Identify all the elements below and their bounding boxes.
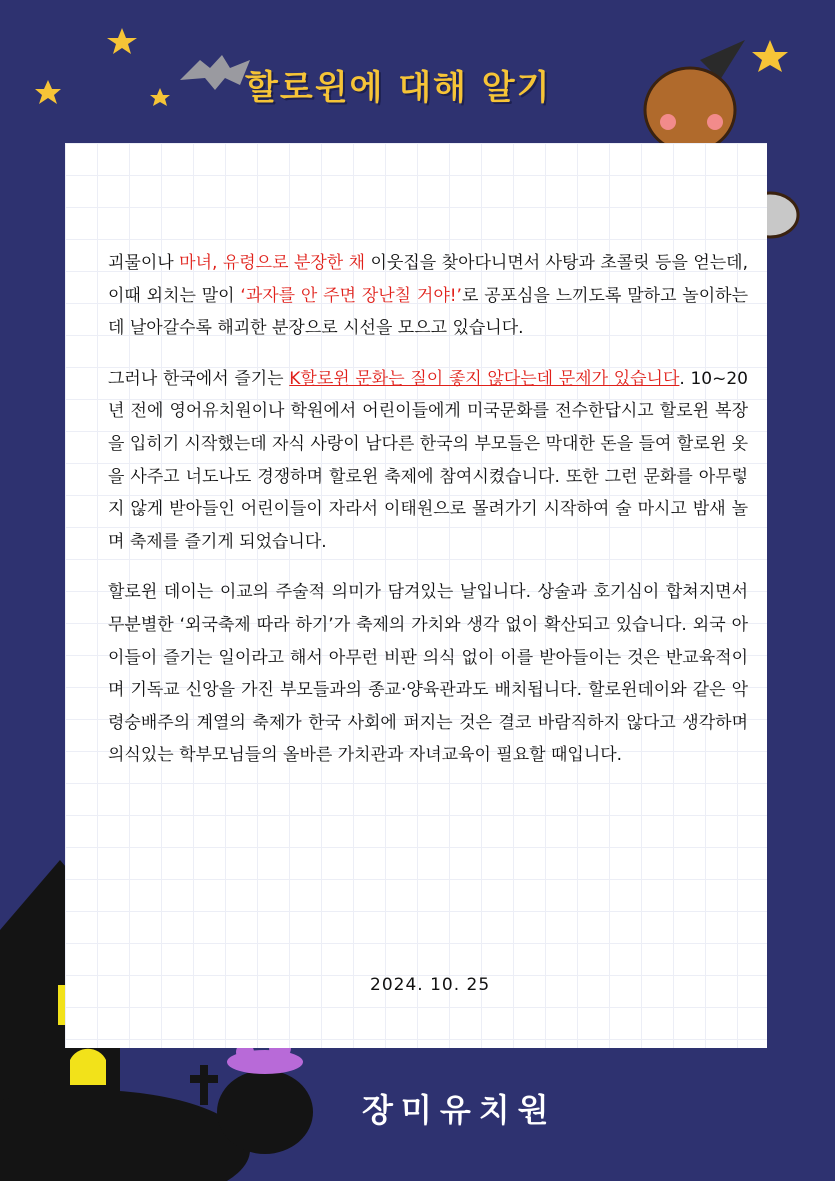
star-icon [150,88,170,106]
paragraph-2 [108,363,748,559]
highlight-text: ‘과자를 안 주면 장난칠 거야!’ [240,285,462,306]
text-span: 로 공포심을 느끼도록 말하고 놀이하는데 날아갈수록 해괴한 분장으로 시선을 모으고 있습니다. [108,285,748,339]
cauldron-icon [217,1037,313,1154]
highlight-text: 마녀, 유령으로 분장한 채 [179,253,366,273]
cross-icon [190,1065,218,1105]
text-span: . 10~20년 전에 영어유치원이나 학원에서 어린이들에게 미국문화를 전수한답시고 할로윈 복장을 입히기 시작했는데 자식 사랑이 남다른 한국의 부모들은 막대한 돈을 들여 할로윈 옷을 사주고 너도나도 경쟁하며 할로윈 축제에 참여시켰습니다. 또한 그런 문화를 아무렇지 않게 받아들인 어린이들이 자라서 이태원으로 몰려가기 시작하여 술 마시고 밤새 놀며 축제를 즐기게 되었습니다. [108,368,749,552]
paragraph-1 [108,247,748,345]
star-icon [107,28,137,54]
star-icon [35,80,61,104]
text-span: 이웃집을 찾아다니면서 사탕과 초콜릿 등을 얻는데, 이때 외치는 말이 [108,253,748,306]
body-text [108,247,748,790]
footer-kindergarten-name: 장미유치원 [362,1091,557,1129]
paragraph-3: 할로윈 데이는 이교의 주술적 의미가 담겨있는 날입니다. 상술과 호기심이 합쳐지면서 무분별한 ‘외국축제 따라 하기’가 축제의 가치와 생각 없이 확산되고 있습니다. 외국 아이들이 즐기는 일이라고 해서 아무런 비판 의식 없이 이를 받아들이는 것은 반교육적이며 기독교 신앙을 가진 부모들과의 종교·양육관과도 배치됩니다. 할로윈데이와 같은 악령숭배주의 계열의 축제가 한국 사회에 퍼지는 것은 결코 바람직하지 않다고 생각하며 의식있는 학부모님들의 올바른 가치관과 자녀교육이 필요할 때입니다. [108,582,748,766]
highlight-text: K할로윈 문화는 질이 좋지 않다는데 문제가 있습니다 [289,368,680,389]
star-icon [752,40,788,72]
page-title: 할로윈에 대해 알기 [245,68,552,108]
text-span: 그러나 한국에서 즐기는 [108,368,290,389]
date: 2024. 10. 25 [370,975,491,995]
bat-icon [180,55,250,90]
text-span: 괴물이나 [108,253,180,273]
